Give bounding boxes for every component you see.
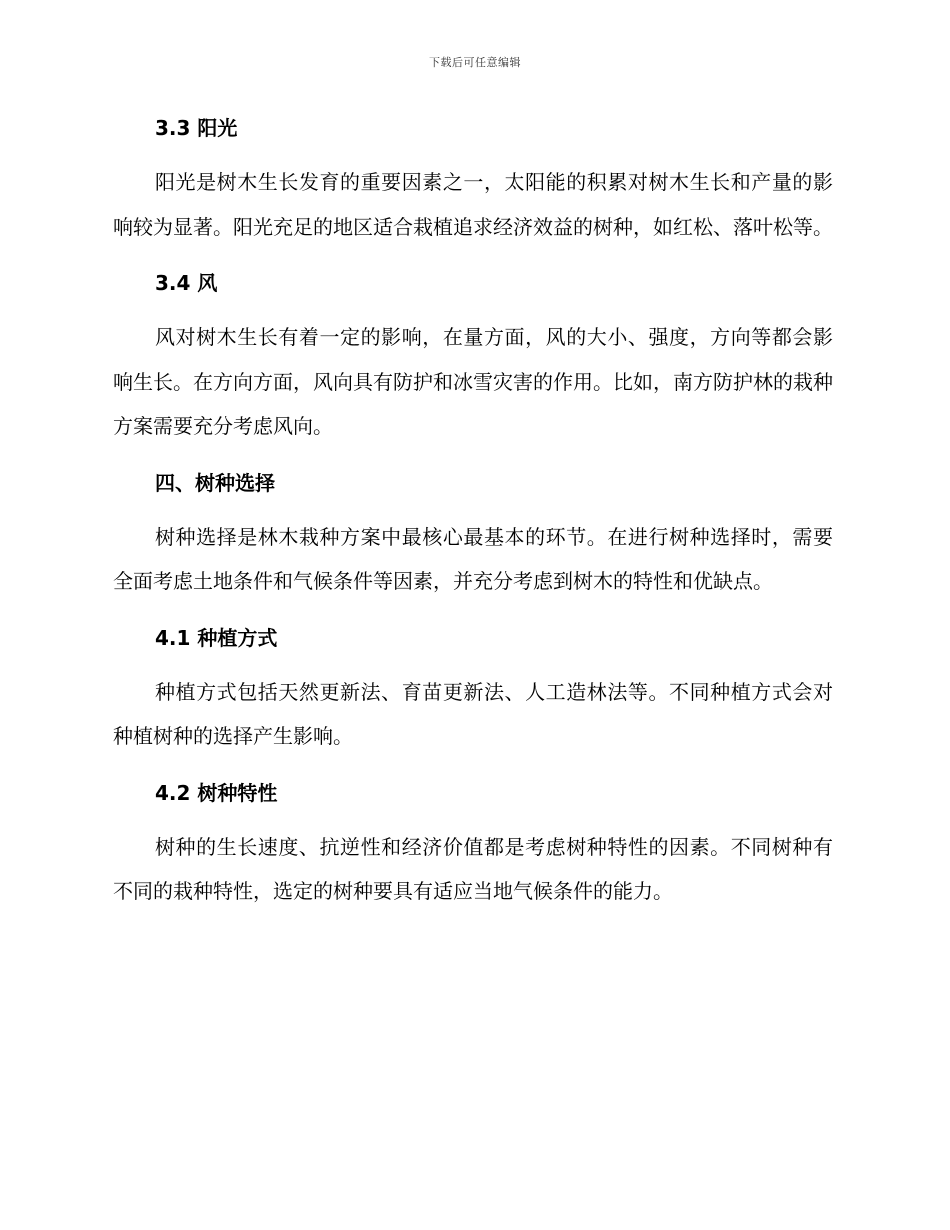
section-heading-4-1: 4.1 种植方式: [155, 625, 278, 650]
section-heading-3-3: 3.3 阳光: [155, 116, 238, 140]
document-body: [113, 110, 833, 914]
section-heading-4: 四、树种选择: [155, 470, 275, 495]
section-heading-3-4: 3.4 风: [155, 271, 218, 295]
section-paragraph-4-1: 种植方式包括天然更新法、育苗更新法、人工造林法等。不同种植方式会对种植树种的选择产生影响。: [113, 679, 833, 748]
section-paragraph-4-2: 树种的生长速度、抗逆性和经济价值都是考虑树种特性的因素。不同树种有不同的栽种特性，选定的树种要具有适应当地气候条件的能力。: [113, 834, 833, 903]
section-paragraph-3-3: 阳光是树木生长发育的重要因素之一，太阳能的积累对树木生长和产量的影响较为显著。阳光充足的地区适合栽植追求经济效益的树种，如红松、落叶松等。: [113, 170, 833, 239]
header-note: 下载后可任意编辑: [429, 56, 521, 69]
section-paragraph-4: 树种选择是林木栽种方案中最核心最基本的环节。在进行树种选择时，需要全面考虑土地条件和气候条件等因素，并充分考虑到树木的特性和优缺点。: [113, 524, 833, 593]
section-paragraph-3-4: 风对树木生长有着一定的影响，在量方面，风的大小、强度，方向等都会影响生长。在方向方面，风向具有防护和冰雪灾害的作用。比如，南方防护林的栽种方案需要充分考虑风向。: [113, 325, 833, 438]
section-heading-4-2: 4.2 树种特性: [155, 780, 278, 805]
